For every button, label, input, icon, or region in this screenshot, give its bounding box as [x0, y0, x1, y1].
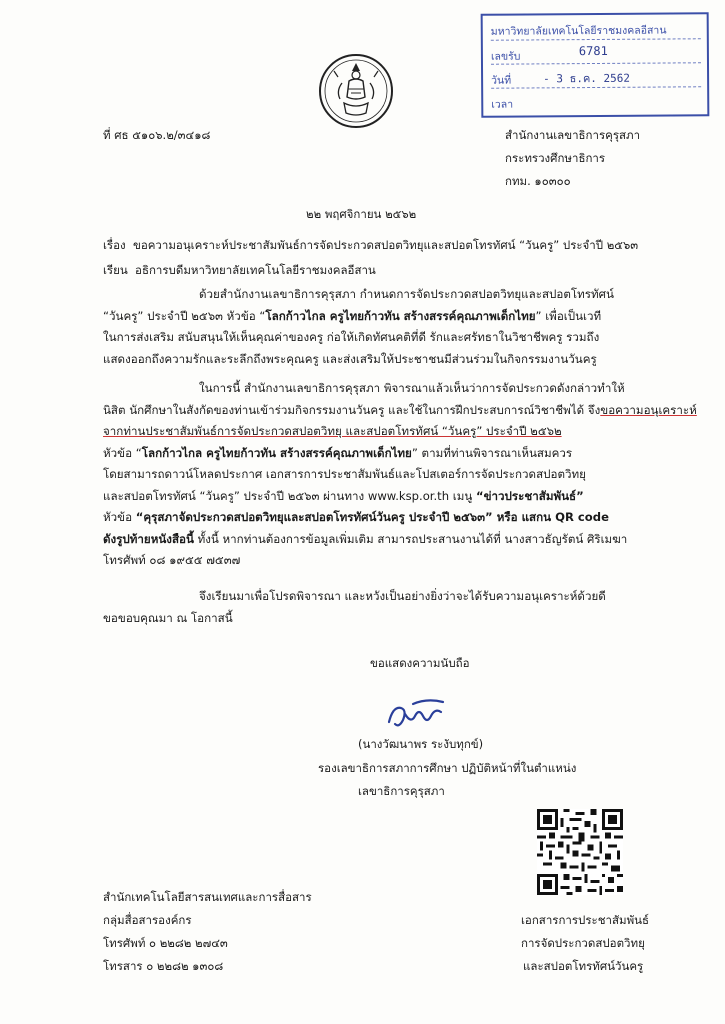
stamp-date-value: - 3 ธ.ค. 2562	[543, 71, 631, 86]
signature-icon	[383, 694, 453, 734]
para2-line8b: ทั้งนี้ หากท่านต้องการข้อมูลเพิ่มเติม สามารถประสานงานได้ที่ นางสาวธัญรัตน์ ศิริเมฆา	[193, 531, 628, 546]
stamp-rec-no: 6781	[578, 43, 608, 59]
recipient-label: เรียน	[103, 263, 128, 277]
paragraph-3	[103, 586, 606, 629]
para1-line1: ด้วยสำนักงานเลขาธิการคุรุสภา กำหนดการจัดประกวดสปอตวิทยุและสปอตโทรทัศน์	[199, 287, 614, 301]
subject-text: ขอความอนุเคราะห์ประชาสัมพันธ์การจัดประกวดสปอตวิทยุและสปอตโทรทัศน์ “วันครู” ประจำปี ๒๕๖๓	[132, 238, 639, 252]
para2-line4c: ” ตามที่ท่านพิจารณาเห็นสมควร	[411, 445, 573, 460]
para2-line6a: และสปอตโทรทัศน์ “วันครู” ประจำปี ๒๕๖๓ ผ่านทาง www.ksp.or.th เมนู	[103, 488, 476, 503]
para3-line1: จึงเรียนมาเพื่อโปรดพิจารณา และหวังเป็นอย่างยิ่งว่าจะได้รับความอนุเคราะห์ด้วยดี	[199, 589, 606, 603]
stamp-date-row	[491, 66, 701, 88]
footer-fax: โทรสาร ๐ ๒๒๘๒ ๑๓๐๘	[103, 959, 224, 973]
para2-topic: “คุรุสภาจัดประกวดสปอตวิทยุและสปอตโทรทัศน์วันครู ประจำปี ๒๕๖๓” หรือ แสกน QR code	[135, 510, 609, 524]
paragraph-2	[103, 378, 697, 572]
para2-line7a: หัวข้อ	[103, 510, 136, 524]
para3-line2: ขอขอบคุณมา ณ โอกาสนี้	[103, 610, 233, 625]
para2-line1: ในการนี้ สำนักงานเลขาธิการคุรุสภา พิจารณาแล้วเห็นว่าการจัดประกวดดังกล่าวทำให้	[199, 381, 625, 395]
paragraph-1	[103, 284, 614, 370]
signer-title-line1: รองเลขาธิการสภาการศึกษา ปฏิบัติหน้าที่ในตำแหน่ง	[318, 761, 577, 775]
sender-org-line3: กทม. ๑๐๓๐๐	[505, 174, 571, 188]
para2-slogan: โลกก้าวไกล ครูไทยก้าวทัน สร้างสรรค์คุณภาพเด็กไทย	[141, 445, 412, 460]
closing: ขอแสดงความนับถือ	[370, 656, 470, 670]
stamp-time-label: เวลา	[491, 98, 514, 111]
signer-title-line2: เลขาธิการคุรุสภา	[358, 784, 445, 798]
stamp-rec-label: เลขรับ	[490, 50, 521, 63]
stamp-time-row	[491, 90, 701, 111]
para2-request-underlined: ขอความอนุเคราะห์	[600, 402, 697, 417]
stamp-org: มหาวิทยาลัยเทคโนโลยีราชมงคลอีสาน	[490, 24, 667, 38]
para2-line2a: นิสิต นักศึกษาในสังกัดของท่านเข้าร่วมกิจกรรมงานวันครู และใช้ในการฝึกประสบการณ์วิชาชีพได้ จึง	[103, 402, 601, 417]
letter-date: ๒๒ พฤศจิกายน ๒๕๖๒	[306, 207, 417, 221]
footer-office: สำนักเทคโนโลยีสารสนเทศและการสื่อสาร	[103, 890, 312, 904]
stamp-org-row	[491, 18, 701, 40]
para2-menu-name: “ข่าวประชาสัมพันธ์”	[475, 488, 584, 503]
signer-name: (นางวัฒนาพร ระงับทุกข์)	[358, 737, 484, 751]
para2-line9: โทรศัพท์ ๐๘ ๑๙๕๕ ๗๕๓๗	[103, 553, 241, 567]
stamp-rec-row	[491, 42, 701, 64]
garuda-seal-icon	[318, 53, 394, 129]
recipient-line	[103, 262, 376, 280]
para1-line2c: ” เพื่อเป็นเวที	[535, 308, 602, 323]
para1-line2a: “วันครู” ประจำปี ๒๕๖๓ หัวข้อ “	[103, 308, 266, 323]
footer-phone: โทรศัพท์ ๐ ๒๒๘๒ ๒๗๔๓	[103, 936, 228, 950]
qr-caption-line3: และสปอตโทรทัศน์วันครู	[523, 959, 644, 973]
footer-division: กลุ่มสื่อสารองค์กร	[103, 913, 192, 927]
para2-qr-ref: ดังรูปท้ายหนังสือนี้	[103, 531, 194, 546]
sender-org-line1: สำนักงานเลขาธิการคุรุสภา	[505, 128, 641, 142]
para1-slogan: โลกก้าวไกล ครูไทยก้าวทัน สร้างสรรค์คุณภาพเด็กไทย	[265, 308, 536, 323]
stamp-date-label: วันที่	[491, 74, 512, 87]
para2-line5: โดยสามารถดาวน์โหลดประกาศ เอกสารการประชาสัมพันธ์และโปสเตอร์การจัดประกวดสปอตวิทยุ	[103, 467, 586, 481]
qr-caption-line1: เอกสารการประชาสัมพันธ์	[521, 913, 650, 927]
para1-line4: แสดงออกถึงความรักและระลึกถึงพระคุณครู และส่งเสริมให้ประชาชนมีส่วนร่วมในกิจกรรมงานวันครู	[103, 351, 597, 366]
para2-line4a: หัวข้อ “	[103, 445, 142, 460]
subject-label: เรื่อง	[103, 238, 126, 252]
para2-line3: จากท่านประชาสัมพันธ์การจัดประกวดสปอตวิทยุ และสปอตโทรทัศน์ “วันครู” ประจำปี ๒๕๖๒	[103, 424, 562, 438]
sender-org-line2: กระทรวงศึกษาธิการ	[505, 151, 606, 165]
receive-stamp	[481, 12, 710, 118]
qr-caption-line2: การจัดประกวดสปอตวิทยุ	[521, 936, 645, 950]
qr-code-icon[interactable]	[537, 809, 623, 895]
para1-line3: ในการส่งเสริม สนับสนุนให้เห็นคุณค่าของครู ก่อให้เกิดทัศนคติที่ดี รักและศรัทธาในวิชาชีพครู รวมถึง	[103, 330, 600, 344]
recipient-text: อธิการบดีมหาวิทยาลัยเทคโนโลยีราชมงคลอีสาน	[135, 263, 376, 277]
subject-line	[103, 237, 638, 255]
document-number: ที่ ศธ ๕๑๐๖.๒/๓๔๑๘	[103, 128, 211, 142]
